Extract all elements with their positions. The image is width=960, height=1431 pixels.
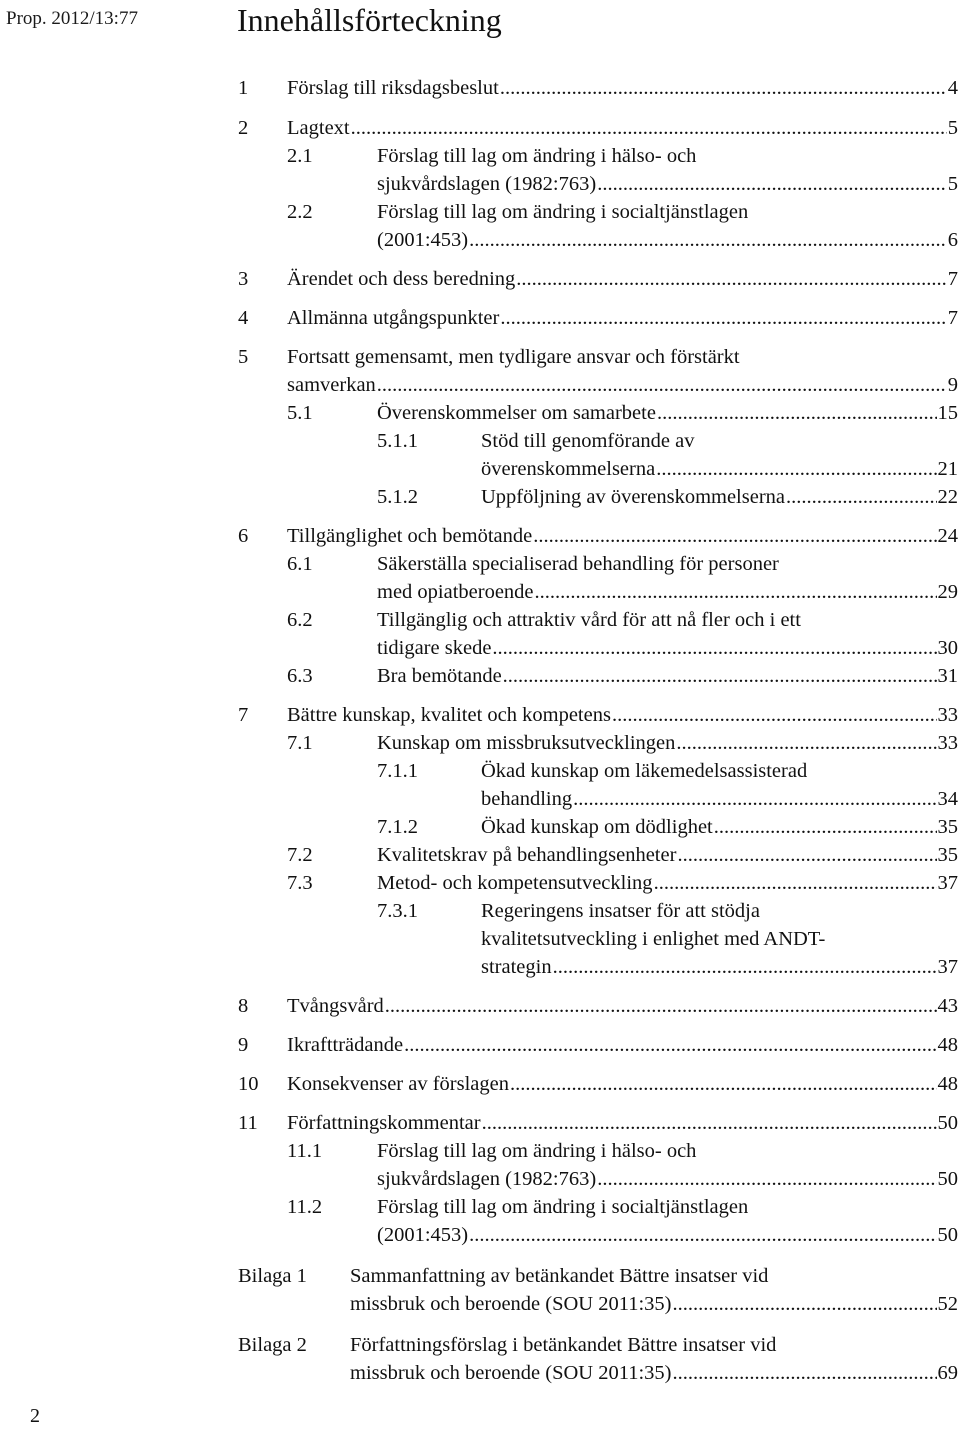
table-of-contents (238, 74, 958, 1387)
toc-page-number: 4 (947, 77, 958, 99)
toc-entry-text (377, 662, 958, 690)
toc-entry-line (377, 170, 958, 198)
toc-entry-title: med opiatberoende (377, 581, 534, 603)
toc-entry-title: Förslag till lag om ändring i hälso- och (377, 145, 697, 167)
toc-entry-2-1[interactable] (238, 142, 958, 198)
toc-entry-text (377, 869, 958, 897)
toc-page-number: 50 (937, 1168, 958, 1190)
toc-entry-text (377, 1193, 958, 1249)
toc-entry-text (287, 1109, 958, 1137)
toc-entry-line (481, 897, 958, 925)
toc-entry-title: Tillgänglig och attraktiv vård för att nå fler och i ett (377, 609, 801, 631)
toc-dot-leader (469, 1221, 936, 1249)
toc-entry-text (287, 522, 958, 550)
toc-dot-leader (516, 265, 946, 293)
toc-page-number: 7 (947, 268, 958, 290)
toc-entry-title: Författningsförslag i betänkandet Bättre insatser vid (350, 1334, 777, 1356)
toc-entry-11-1[interactable] (238, 1137, 958, 1193)
toc-entry-line (377, 142, 958, 170)
toc-entry-line (377, 1137, 958, 1165)
toc-page-number: 48 (937, 1034, 958, 1056)
toc-entry-line (287, 1070, 958, 1098)
toc-page-number: 52 (937, 1293, 958, 1315)
toc-entry-line (377, 606, 958, 634)
toc-entry-number: 1 (238, 77, 249, 99)
toc-entry-title: Ökad kunskap om läkemedelsassisterad (481, 760, 808, 782)
toc-entry-line (481, 953, 958, 981)
toc-entry-11[interactable] (238, 1109, 958, 1137)
toc-dot-leader (500, 74, 947, 102)
toc-entry-line (481, 483, 958, 511)
toc-entry-line (377, 1221, 958, 1249)
toc-entry-2-2[interactable] (238, 198, 958, 254)
toc-entry-6-1[interactable] (238, 550, 958, 606)
toc-entry-text (287, 1070, 958, 1098)
toc-entry-number: 4 (238, 307, 249, 329)
page-title: Innehållsförteckning (237, 2, 502, 38)
toc-entry-title: kvalitetsutveckling i enlighet med ANDT- (481, 928, 826, 950)
toc-entry-title: Förslag till lag om ändring i socialtjänstlagen (377, 201, 749, 223)
toc-page-number: 33 (937, 704, 958, 726)
toc-dot-leader (597, 170, 947, 198)
toc-dot-leader (492, 634, 936, 662)
toc-entry-title: Stöd till genomförande av (481, 430, 695, 452)
toc-entry-4[interactable] (238, 304, 958, 332)
toc-dot-leader (673, 1290, 937, 1318)
toc-page-number: 30 (937, 637, 958, 659)
toc-entry-number: 6.2 (287, 609, 313, 631)
toc-entry-5[interactable] (238, 343, 958, 399)
toc-entry-title: Metod- och kompetensutveckling (377, 872, 653, 894)
toc-entry-5-1-2[interactable] (238, 483, 958, 511)
toc-entry-title: samverkan (287, 374, 376, 396)
toc-entry-title: tidigare skede (377, 637, 492, 659)
toc-entry-3[interactable] (238, 265, 958, 293)
toc-page-number: 29 (937, 581, 958, 603)
toc-dot-leader (657, 399, 937, 427)
toc-dot-leader (503, 662, 937, 690)
toc-dot-leader (714, 813, 937, 841)
toc-entry-line (350, 1359, 958, 1387)
toc-page-number: 37 (937, 956, 958, 978)
toc-page-number: 35 (937, 844, 958, 866)
toc-entry-bilaga-1[interactable] (238, 1262, 958, 1318)
toc-dot-leader (677, 841, 936, 869)
toc-entry-number: Bilaga 2 (238, 1334, 307, 1356)
toc-entry-text (377, 606, 958, 662)
toc-entry-title: Sammanfattning av betänkandet Bättre insatser vid (350, 1265, 769, 1287)
toc-entry-title: Uppföljning av överenskommelserna (481, 486, 786, 508)
toc-entry-text (377, 729, 958, 757)
toc-entry-title: Ökad kunskap om dödlighet (481, 816, 713, 838)
toc-entry-title: Tvångsvård (287, 995, 384, 1017)
toc-dot-leader (535, 578, 937, 606)
toc-entry-title: Säkerställa specialiserad behandling för personer (377, 553, 779, 575)
toc-entry-text (377, 198, 958, 254)
toc-entry-number: 7.3 (287, 872, 313, 894)
toc-dot-leader (533, 522, 936, 550)
toc-entry-number: 6.3 (287, 665, 313, 687)
toc-entry-title: Överenskommelser om samarbete (377, 402, 656, 424)
toc-entry-number: 11 (238, 1112, 258, 1134)
toc-entry-number: 2.2 (287, 201, 313, 223)
toc-entry-1[interactable] (238, 74, 958, 102)
toc-entry-number: 7.1.1 (377, 760, 418, 782)
toc-entry-line (287, 371, 958, 399)
toc-entry-line (481, 925, 958, 953)
toc-dot-leader (612, 701, 937, 729)
toc-entry-8[interactable] (238, 992, 958, 1020)
toc-entry-title: sjukvårdslagen (1982:763) (377, 1168, 597, 1190)
toc-entry-6-2[interactable] (238, 606, 958, 662)
toc-entry-number: 5.1.2 (377, 486, 418, 508)
toc-page-number: 43 (937, 995, 958, 1017)
toc-dot-leader (482, 1109, 937, 1137)
toc-entry-title: Regeringens insatser för att stödja (481, 900, 760, 922)
toc-entry-title: missbruk och beroende (SOU 2011:35) (350, 1293, 672, 1315)
toc-entry-line (287, 1109, 958, 1137)
toc-entry-number: 7.2 (287, 844, 313, 866)
toc-entry-number: 6 (238, 525, 249, 547)
toc-dot-leader (597, 1165, 936, 1193)
toc-entry-number: Bilaga 1 (238, 1265, 307, 1287)
toc-entry-5-1[interactable] (238, 399, 958, 427)
toc-entry-7-2[interactable] (238, 841, 958, 869)
toc-entry-text (287, 343, 958, 399)
toc-entry-title: Förslag till riksdagsbeslut (287, 77, 499, 99)
toc-entry-title: Författningskommentar (287, 1112, 481, 1134)
toc-entry-line (377, 729, 958, 757)
toc-entry-number: 11.1 (287, 1140, 323, 1162)
toc-entry-line (377, 1193, 958, 1221)
toc-entry-6-3[interactable] (238, 662, 958, 690)
toc-entry-title: sjukvårdslagen (1982:763) (377, 173, 597, 195)
toc-entry-text (377, 841, 958, 869)
toc-entry-line (287, 114, 958, 142)
toc-entry-7-1-1[interactable] (238, 757, 958, 813)
toc-entry-text (481, 813, 958, 841)
toc-entry-number: 2 (238, 117, 249, 139)
toc-entry-number: 3 (238, 268, 249, 290)
toc-entry-number: 11.2 (287, 1196, 323, 1218)
toc-entry-number: 9 (238, 1034, 249, 1056)
toc-entry-line (377, 578, 958, 606)
page-number: 2 (30, 1405, 40, 1427)
toc-entry-number: 7.1 (287, 732, 313, 754)
toc-entry-line (287, 74, 958, 102)
toc-page-number: 6 (947, 229, 958, 251)
toc-page-number: 9 (947, 374, 958, 396)
toc-entry-line (377, 841, 958, 869)
toc-entry-title: Förslag till lag om ändring i hälso- och (377, 1140, 697, 1162)
toc-entry-text (350, 1262, 958, 1318)
toc-entry-line (287, 265, 958, 293)
toc-page-number: 34 (937, 788, 958, 810)
toc-entry-title: Kvalitetskrav på behandlingsenheter (377, 844, 677, 866)
toc-page-number: 37 (937, 872, 958, 894)
toc-dot-leader (673, 1359, 937, 1387)
toc-dot-leader (404, 1031, 936, 1059)
toc-page-number: 22 (937, 486, 958, 508)
toc-entry-title: Ikraftträdande (287, 1034, 404, 1056)
toc-entry-text (481, 757, 958, 813)
toc-entry-text (481, 897, 958, 981)
toc-entry-number: 6.1 (287, 553, 313, 575)
toc-page-number: 31 (937, 665, 958, 687)
toc-entry-10[interactable] (238, 1070, 958, 1098)
toc-entry-text (377, 1137, 958, 1193)
toc-entry-line (287, 701, 958, 729)
toc-entry-number: 7 (238, 704, 249, 726)
toc-entry-7-3-1[interactable] (238, 897, 958, 981)
toc-entry-line (287, 304, 958, 332)
toc-entry-text (287, 1031, 958, 1059)
toc-entry-title: Tillgänglighet och bemötande (287, 525, 533, 547)
toc-entry-number: 5 (238, 346, 249, 368)
toc-dot-leader (786, 483, 936, 511)
toc-entry-title: Bra bemötande (377, 665, 502, 687)
toc-entry-title: Allmänna utgångspunkter (287, 307, 500, 329)
toc-entry-6[interactable] (238, 522, 958, 550)
toc-page-number: 21 (937, 458, 958, 480)
toc-dot-leader (656, 455, 936, 483)
toc-entry-line (377, 550, 958, 578)
toc-entry-line (481, 785, 958, 813)
toc-entry-text (287, 701, 958, 729)
toc-entry-7-1[interactable] (238, 729, 958, 757)
toc-entry-line (377, 869, 958, 897)
toc-entry-2[interactable] (238, 114, 958, 142)
toc-entry-text (287, 992, 958, 1020)
toc-entry-11-2[interactable] (238, 1193, 958, 1249)
toc-page-number: 48 (937, 1073, 958, 1095)
toc-entry-line (481, 813, 958, 841)
toc-entry-title: Konsekvenser av förslagen (287, 1073, 510, 1095)
toc-entry-text (287, 114, 958, 142)
toc-entry-title: behandling (481, 788, 573, 810)
toc-dot-leader (654, 869, 937, 897)
toc-entry-line (481, 455, 958, 483)
toc-dot-leader (351, 114, 947, 142)
toc-entry-text (377, 550, 958, 606)
toc-entry-9[interactable] (238, 1031, 958, 1059)
toc-entry-title: (2001:453) (377, 229, 469, 251)
toc-entry-line (287, 992, 958, 1020)
toc-dot-leader (553, 953, 937, 981)
toc-page-number: 35 (937, 816, 958, 838)
toc-entry-text (481, 427, 958, 483)
toc-entry-text (287, 265, 958, 293)
toc-entry-line (287, 522, 958, 550)
toc-page-number: 24 (937, 525, 958, 547)
toc-page-number: 5 (947, 173, 958, 195)
toc-entry-line (377, 198, 958, 226)
toc-entry-title: överenskommelserna (481, 458, 656, 480)
toc-entry-title: strategin (481, 956, 552, 978)
toc-entry-text (377, 142, 958, 198)
toc-entry-line (377, 634, 958, 662)
toc-entry-number: 2.1 (287, 145, 313, 167)
toc-entry-number: 7.3.1 (377, 900, 418, 922)
toc-entry-line (377, 226, 958, 254)
toc-entry-number: 10 (238, 1073, 259, 1095)
toc-dot-leader (377, 371, 947, 399)
toc-entry-number: 7.1.2 (377, 816, 418, 838)
toc-entry-line (377, 399, 958, 427)
toc-entry-text (287, 304, 958, 332)
proposition-label: Prop. 2012/13:77 (6, 8, 138, 29)
toc-page-number: 33 (937, 732, 958, 754)
toc-page-number: 5 (947, 117, 958, 139)
toc-page-number: 50 (937, 1224, 958, 1246)
toc-entry-5-1-1[interactable] (238, 427, 958, 483)
toc-entry-text (350, 1331, 958, 1387)
toc-page-number: 15 (937, 402, 958, 424)
toc-dot-leader (510, 1070, 936, 1098)
toc-entry-text (287, 74, 958, 102)
toc-entry-bilaga-2[interactable] (238, 1331, 958, 1387)
toc-dot-leader (573, 785, 936, 813)
toc-entry-text (481, 483, 958, 511)
toc-entry-title: missbruk och beroende (SOU 2011:35) (350, 1362, 672, 1384)
toc-entry-text (377, 399, 958, 427)
toc-dot-leader (469, 226, 947, 254)
toc-entry-line (350, 1290, 958, 1318)
toc-dot-leader (385, 992, 937, 1020)
toc-page-number: 69 (937, 1362, 958, 1384)
toc-entry-7-3[interactable] (238, 869, 958, 897)
toc-entry-title: Lagtext (287, 117, 350, 139)
toc-entry-line (350, 1262, 958, 1290)
toc-entry-title: Ärendet och dess beredning (287, 268, 516, 290)
toc-dot-leader (500, 304, 946, 332)
toc-dot-leader (676, 729, 936, 757)
toc-entry-number: 5.1.1 (377, 430, 418, 452)
toc-entry-line (481, 427, 958, 455)
toc-entry-7-1-2[interactable] (238, 813, 958, 841)
toc-entry-line (287, 343, 958, 371)
toc-entry-7[interactable] (238, 701, 958, 729)
toc-entry-title: (2001:453) (377, 1224, 469, 1246)
toc-entry-title: Kunskap om missbruksutvecklingen (377, 732, 676, 754)
toc-entry-line (287, 1031, 958, 1059)
toc-entry-title: Fortsatt gemensamt, men tydligare ansvar och förstärkt (287, 346, 740, 368)
toc-entry-line (377, 1165, 958, 1193)
toc-entry-title: Bättre kunskap, kvalitet och kompetens (287, 704, 611, 726)
toc-entry-title: Förslag till lag om ändring i socialtjänstlagen (377, 1196, 749, 1218)
toc-entry-line (377, 662, 958, 690)
toc-entry-number: 8 (238, 995, 249, 1017)
toc-page-number: 50 (937, 1112, 958, 1134)
toc-entry-line (481, 757, 958, 785)
toc-entry-line (350, 1331, 958, 1359)
toc-page-number: 7 (947, 307, 958, 329)
toc-entry-number: 5.1 (287, 402, 313, 424)
